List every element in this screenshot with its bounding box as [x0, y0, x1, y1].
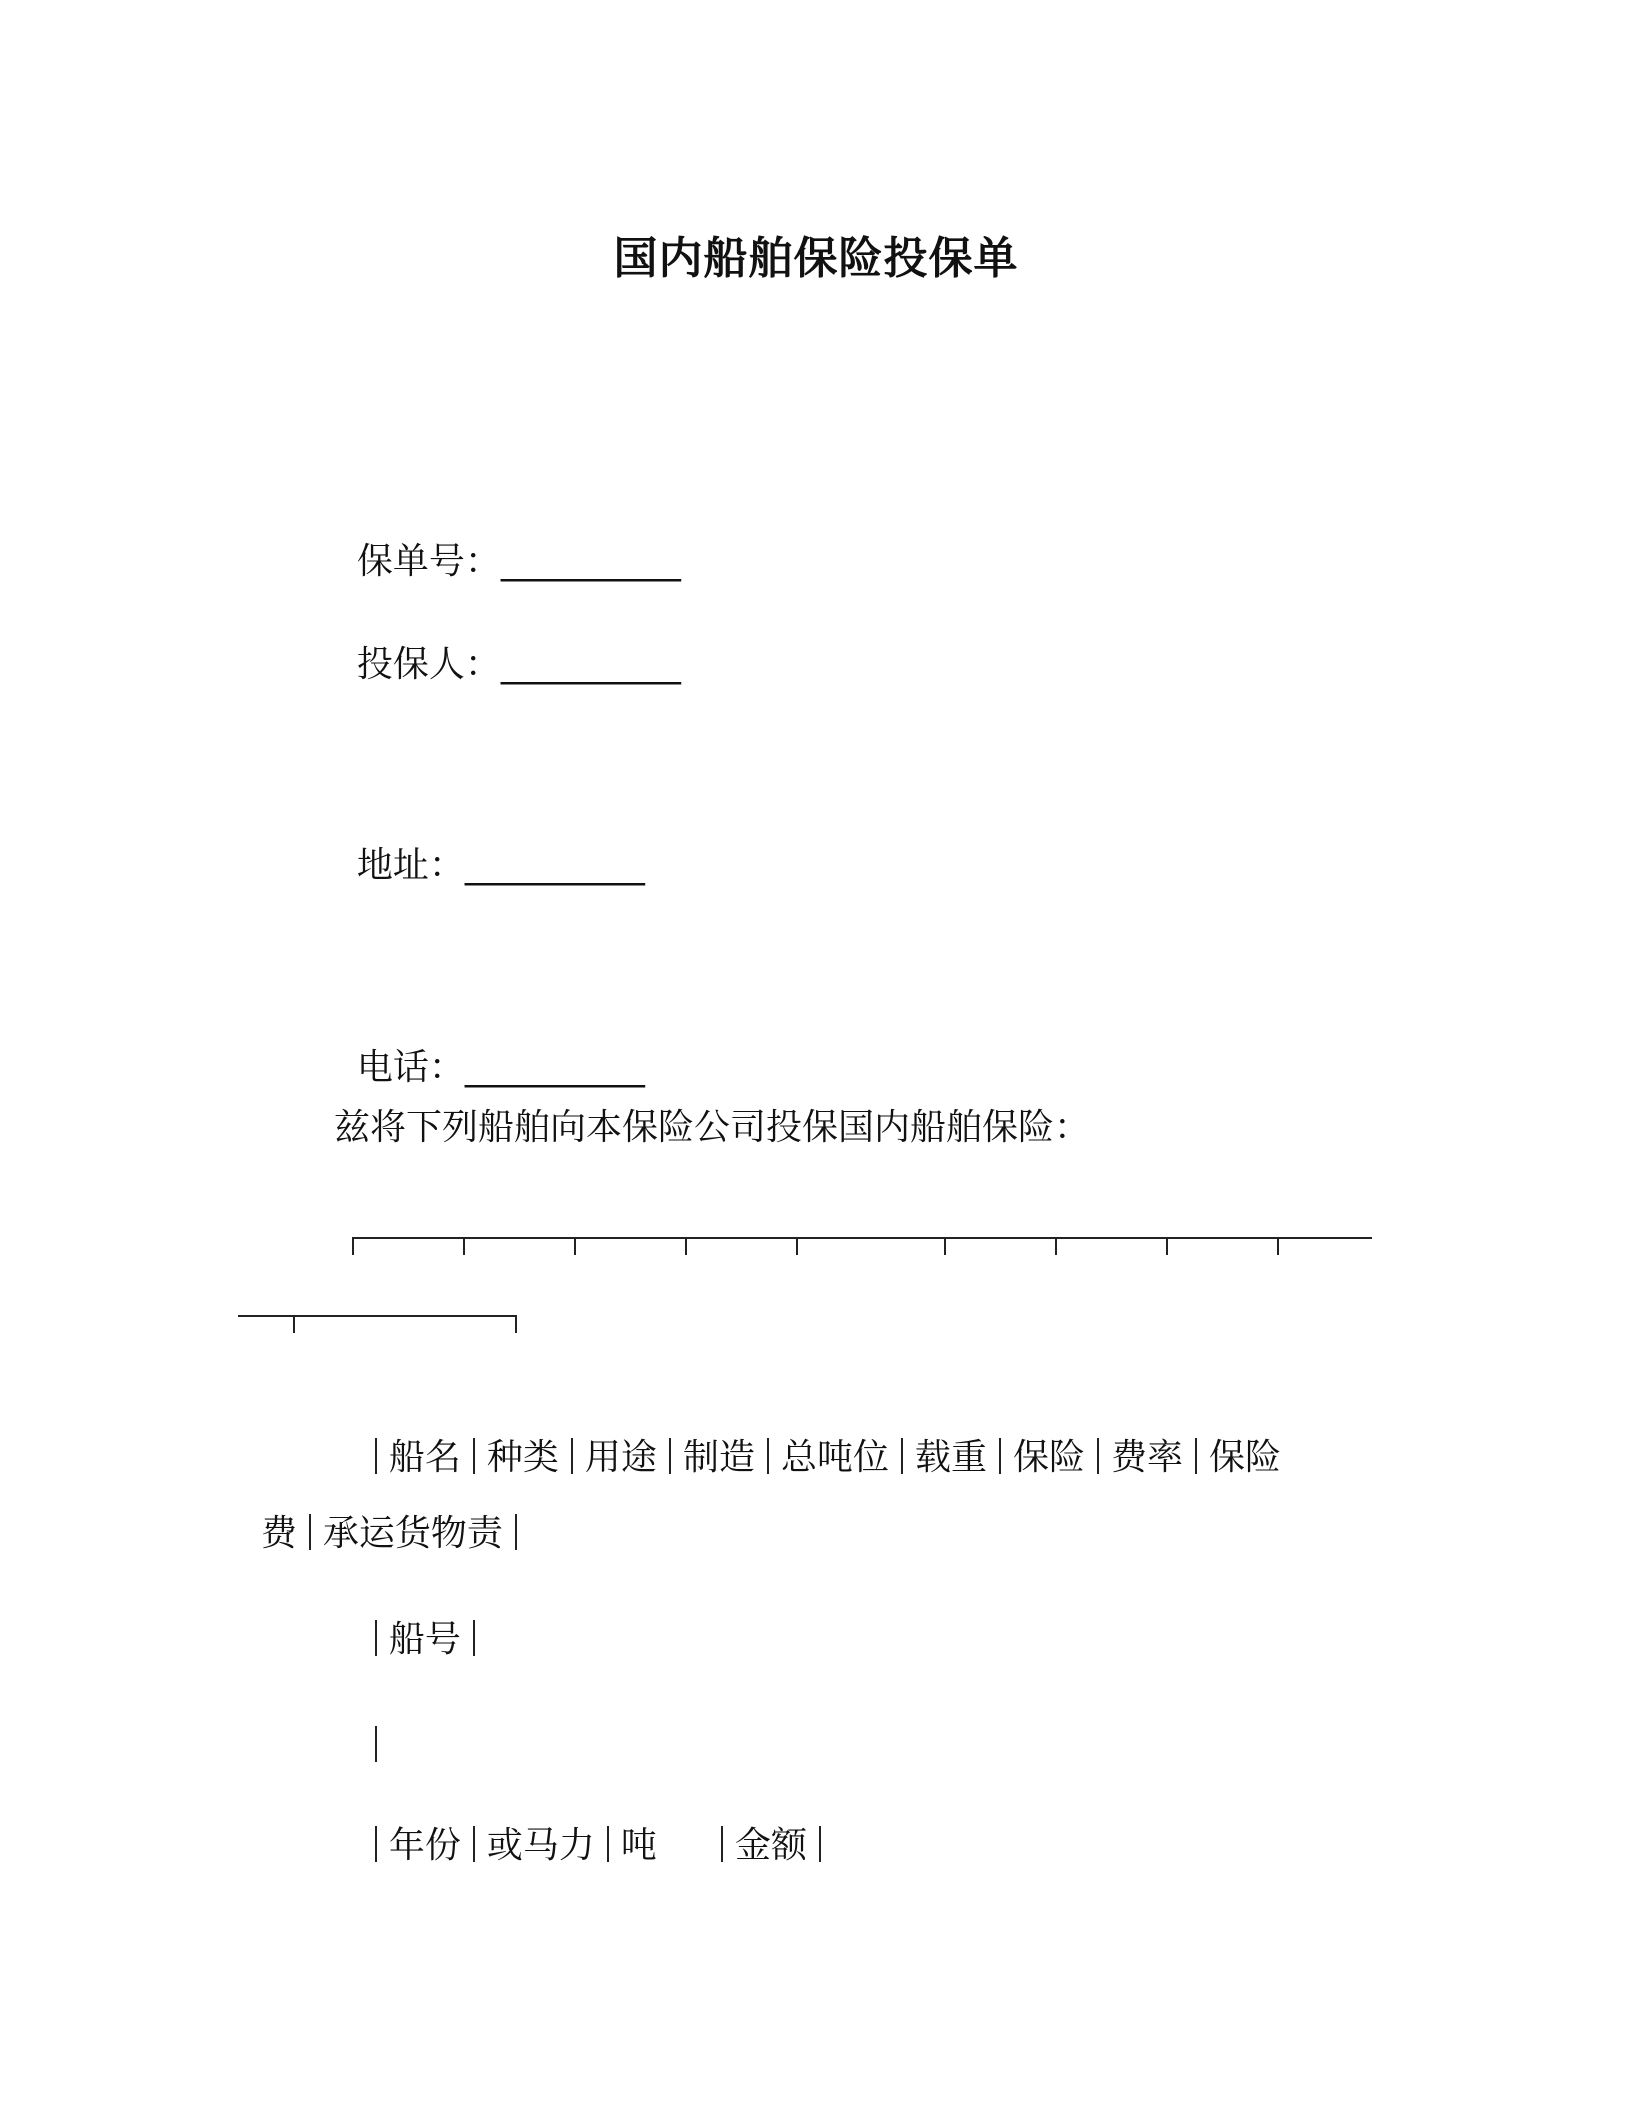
- table-top-tick: [574, 1237, 576, 1255]
- table-header-row-2: [340, 1574, 487, 1662]
- table-header-row-3: [340, 1680, 389, 1768]
- table-cell: 载重: [914, 1437, 987, 1478]
- table-cell: 保险: [1209, 1437, 1282, 1478]
- phone-blank[interactable]: __________: [464, 1047, 645, 1088]
- table-cell: 费率: [1111, 1437, 1184, 1478]
- table-cell: 或马力: [486, 1825, 595, 1866]
- policy-number-line: [334, 496, 681, 584]
- table-cell: 制造: [682, 1437, 755, 1478]
- table-top-tick: [944, 1237, 946, 1255]
- applicant-label: 投保人：: [356, 644, 501, 685]
- table-top-tick: [1166, 1237, 1168, 1255]
- table-cell: 保险: [1012, 1437, 1085, 1478]
- table-top-tick: [515, 1315, 517, 1333]
- table-cell: 年份: [388, 1825, 461, 1866]
- table-top-rule: [352, 1237, 1372, 1239]
- table-top-tick: [352, 1237, 354, 1255]
- address-line: [334, 800, 645, 888]
- table-top-tick: [463, 1237, 465, 1255]
- applicant-blank[interactable]: __________: [500, 644, 681, 685]
- phone-label: 电话：: [356, 1047, 465, 1088]
- table-cell: 种类: [486, 1437, 559, 1478]
- policy-number-blank[interactable]: __________: [500, 541, 681, 582]
- table-cell: 总吨位: [780, 1437, 889, 1478]
- policy-number-label: 保单号：: [356, 541, 501, 582]
- applicant-line: [334, 599, 681, 687]
- phone-line: [334, 1002, 645, 1090]
- table-top-tick: [796, 1237, 798, 1255]
- page-title: 国内船舶保险投保单: [613, 233, 1019, 284]
- table-header-row-1-wrap: [238, 1468, 529, 1556]
- address-blank[interactable]: __________: [464, 845, 645, 886]
- table-cell: 船名: [388, 1437, 461, 1478]
- table-header-row-4: [340, 1780, 833, 1868]
- address-label: 地址：: [356, 845, 465, 886]
- table-header-row-1: [340, 1392, 1281, 1480]
- table-cell: 费: [260, 1513, 297, 1554]
- table-top-rule-continued: [238, 1315, 516, 1317]
- table-cell: 吨: [620, 1825, 657, 1866]
- table-cell: 承运货物责: [322, 1513, 503, 1554]
- table-top-tick: [685, 1237, 687, 1255]
- table-top-tick: [293, 1315, 295, 1333]
- table-cell: 金额: [734, 1825, 807, 1866]
- table-cell: 用途: [584, 1437, 657, 1478]
- table-top-tick: [1277, 1237, 1279, 1255]
- table-cell: 船号: [388, 1619, 461, 1660]
- intro-text: 兹将下列船舶向本保险公司投保国内船舶保险：: [334, 1107, 1091, 1148]
- table-top-tick: [1055, 1237, 1057, 1255]
